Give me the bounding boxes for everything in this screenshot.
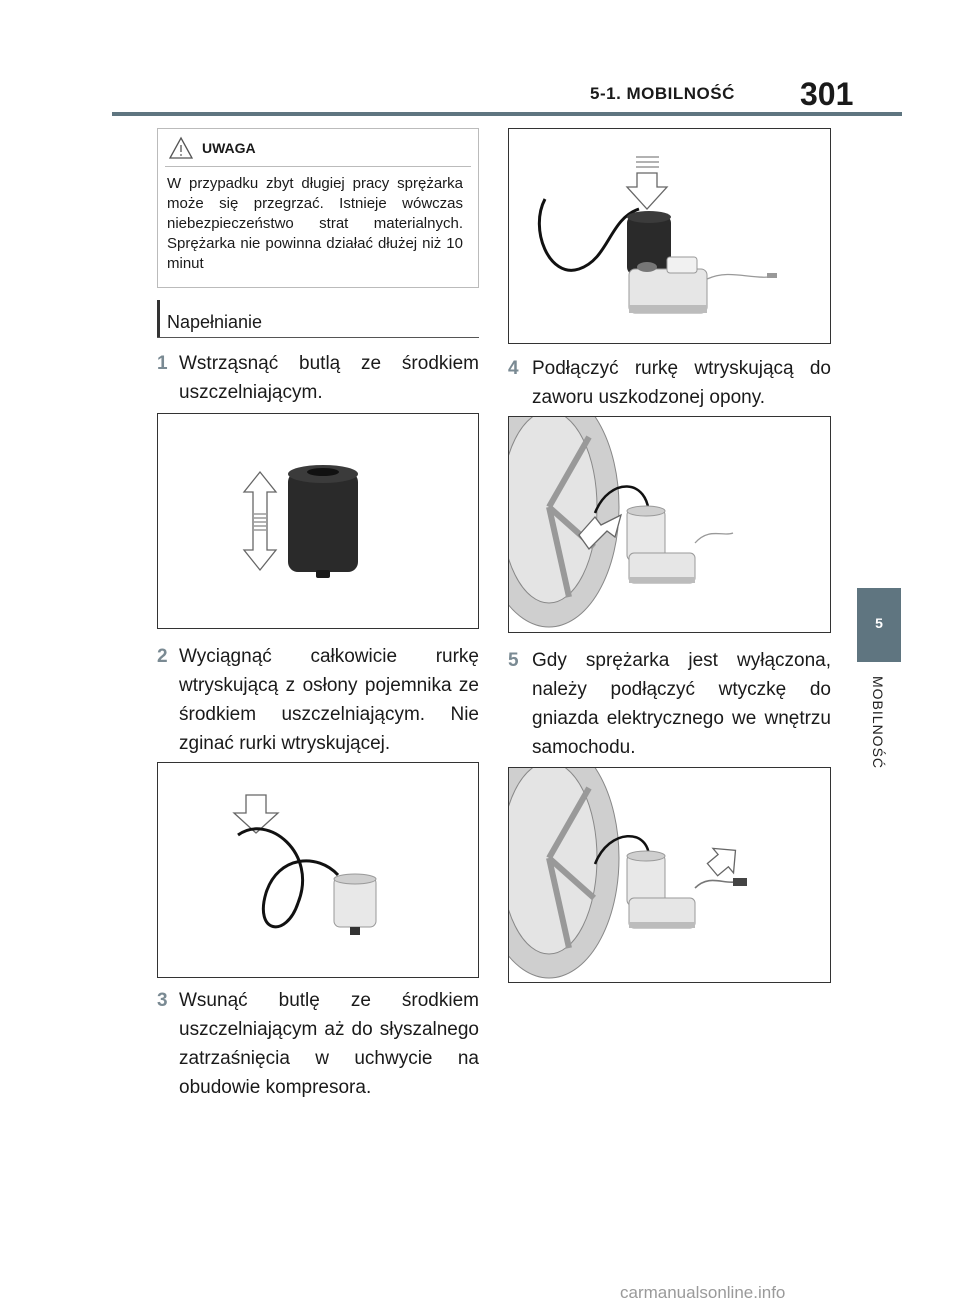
warning-title: UWAGA xyxy=(202,140,256,156)
section-rule xyxy=(157,337,479,338)
section-title: Napełnianie xyxy=(167,312,263,332)
step-number: 1 xyxy=(157,353,168,374)
chapter-tab[interactable]: 5 xyxy=(857,588,901,662)
step-text: Wsunąć butlę ze środkiem uszczelniającym aż do słyszalnego zatrzaśnięcia w uchwycie na obudowie kompresora. xyxy=(179,990,479,1098)
watermark: carmanualsonline.info xyxy=(620,1283,786,1302)
warning-triangle-icon xyxy=(168,136,194,165)
chapter-side-label: MOBILNOŚĆ xyxy=(870,676,886,770)
step-text: Wyciągnąć całkowicie rurkę wtryskującą z osłony pojemnika ze środkiem uszczelniającym. Nie zginać rurki wtryskującej. xyxy=(179,646,479,754)
figure-connect-valve xyxy=(508,416,831,633)
step-number: 5 xyxy=(508,650,519,671)
step-number: 2 xyxy=(157,646,168,667)
figure-shake-bottle xyxy=(157,413,479,629)
warning-text: W przypadku zbyt długiej pracy sprężarka może się przegrzać. Istnieje wówczas niebezpieczeństwo strat materialnych. Sprężarka nie powinna działać dłużej niż 10 minut xyxy=(167,175,463,272)
step-text: Podłączyć rurkę wtryskującą do zaworu uszkodzonej opony. xyxy=(532,358,831,408)
step-number: 4 xyxy=(508,358,519,379)
section-marker xyxy=(157,300,160,338)
header-rule xyxy=(112,112,902,116)
figure-pull-hose xyxy=(157,762,479,978)
section-heading: 5-1. MOBILNOŚĆ xyxy=(590,84,735,103)
figure-plug-socket xyxy=(508,767,831,983)
step-text: Gdy sprężarka jest wyłączona, należy podłączyć wtyczkę do gniazda elektrycznego we wnętrzu samochodu. xyxy=(532,650,831,758)
step-number: 3 xyxy=(157,990,168,1011)
warning-divider xyxy=(165,166,471,167)
step-text: Wstrząsnąć butlą ze środkiem uszczelniającym. xyxy=(179,353,479,403)
page-number: 301 xyxy=(800,76,854,112)
figure-insert-bottle xyxy=(508,128,831,344)
